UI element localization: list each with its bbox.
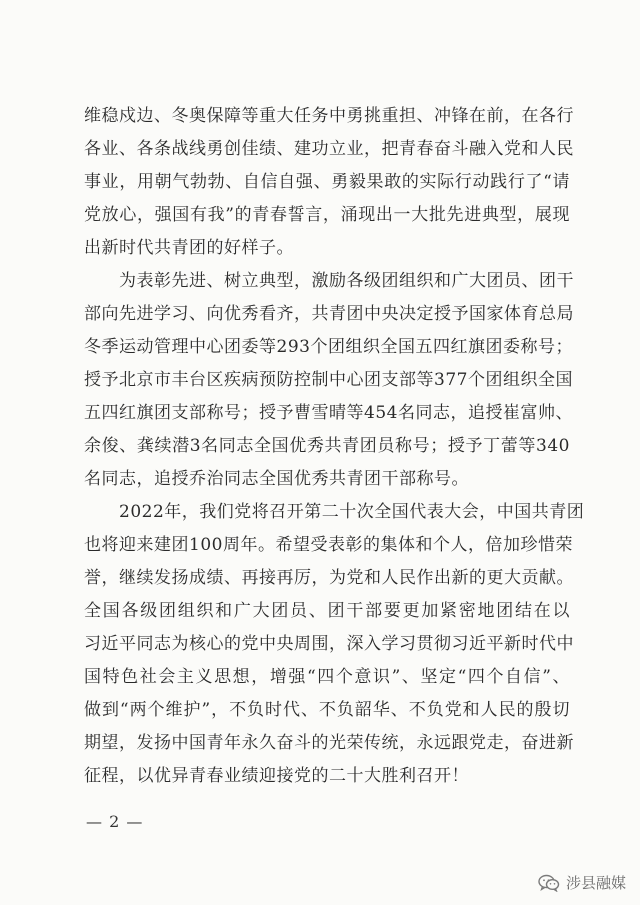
text-line: 各业、各条战线勇创佳绩、建功立业，把青春奋斗融入党和人民 (84, 139, 574, 159)
text-line: 也将迎来建团100周年。希望受表彰的集体和个人，倍加珍惜荣 (84, 535, 573, 555)
watermark (538, 872, 626, 893)
page-number: — 2 — (86, 812, 144, 831)
text-line: 冬季运动管理中心团委等293个团组织全国五四红旗团委称号； (84, 337, 573, 357)
paragraph (84, 100, 574, 265)
text-line: 维稳戍边、冬奥保障等重大任务中勇挑重担、冲锋在前，在各行 (84, 106, 574, 126)
text-line: 名同志，追授乔治同志全国优秀共青团干部称号。 (84, 469, 469, 489)
text-line: 誉，继续发扬成绩、再接再厉，为党和人民作出新的更大贡献。 (84, 568, 574, 588)
paragraph (84, 496, 585, 793)
text-line: 党放心，强国有我”的青春誓言，涌现出一大批先进典型，展现 (84, 205, 570, 225)
paragraph (84, 265, 574, 496)
text-line: 为表彰先进、树立典型，激励各级团组织和广大团员、团干 (119, 271, 574, 291)
text-line: 征程，以优异青春业绩迎接党的二十大胜利召开！ (84, 766, 469, 786)
text-line: 全国各级团组织和广大团员、团干部要更加紧密地团结在以 (84, 601, 570, 621)
text-line: 余俊、龚续潜3名同志全国优秀共青团员称号；授予丁蕾等340 (84, 436, 570, 456)
text-line: 期望，发扬中国青年永久奋斗的光荣传统，永远跟党走，奋进新 (84, 733, 574, 753)
text-line: 部向先进学习、向优秀看齐，共青团中央决定授予国家体育总局 (84, 304, 574, 324)
text-line: 做到“两个维护”，不负时代、不负韶华、不负党和人民的殷切 (84, 700, 570, 720)
text-line: 五四红旗团支部称号；授予曹雪晴等454名同志，追授崔富帅、 (84, 403, 573, 423)
text-line: 习近平同志为核心的党中央周围，深入学习贯彻习近平新时代中 (84, 634, 574, 654)
text-line: 国特色社会主义思想，增强“四个意识”、坚定“四个自信”、 (84, 667, 570, 687)
document-body (84, 100, 585, 793)
text-line: 授予北京市丰台区疾病预防控制中心团支部等377个团组织全国 (84, 370, 573, 390)
wechat-icon (538, 874, 560, 892)
watermark-label: 涉县融媒 (565, 874, 626, 892)
text-line: 事业，用朝气勃勃、自信自强、勇毅果敢的实际行动践行了“请 (84, 172, 570, 192)
text-line: 2022年，我们党将召开第二十次全国代表大会，中国共青团 (119, 502, 585, 522)
text-line: 出新时代共青团的好样子。 (84, 238, 294, 258)
